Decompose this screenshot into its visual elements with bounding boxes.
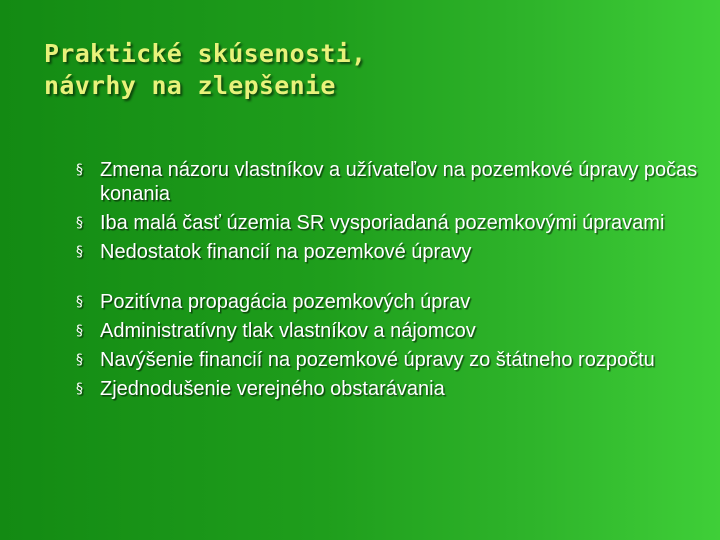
bullet-item	[78, 158, 708, 206]
bullet-marker-icon: §	[76, 162, 83, 178]
bullet-text: Administratívny tlak vlastníkov a nájomcov	[100, 320, 476, 342]
bullet-marker-icon: §	[76, 323, 83, 339]
bullet-text: Nedostatok financií na pozemkové úpravy	[100, 241, 472, 263]
bullet-text: Pozitívna propagácia pozemkových úprav	[100, 291, 471, 313]
bullet-item	[78, 377, 708, 401]
bullet-marker-icon: §	[76, 381, 83, 397]
bullet-marker-icon: §	[76, 215, 83, 231]
bullet-item	[78, 240, 708, 264]
slide-title	[44, 38, 684, 102]
bullet-item	[78, 319, 708, 343]
bullet-marker-icon: §	[76, 294, 83, 310]
bullet-text: Iba malá časť územia SR vysporiadaná pozemkovými úpravami	[100, 212, 665, 234]
bullet-list	[78, 158, 708, 406]
bullet-text: Zmena názoru vlastníkov a užívateľov na pozemkové úpravy počas konania	[100, 159, 698, 205]
bullet-marker-icon: §	[76, 244, 83, 260]
bullet-text: Navýšenie financií na pozemkové úpravy zo štátneho rozpočtu	[100, 349, 655, 371]
title-line-2: návrhy na zlepšenie	[44, 71, 336, 100]
bullet-text: Zjednodušenie verejného obstarávania	[100, 378, 445, 400]
bullet-item	[78, 211, 708, 235]
title-line-1: Praktické skúsenosti,	[44, 39, 367, 68]
bullet-item	[78, 290, 708, 314]
bullet-item	[78, 348, 708, 372]
bullet-marker-icon: §	[76, 352, 83, 368]
